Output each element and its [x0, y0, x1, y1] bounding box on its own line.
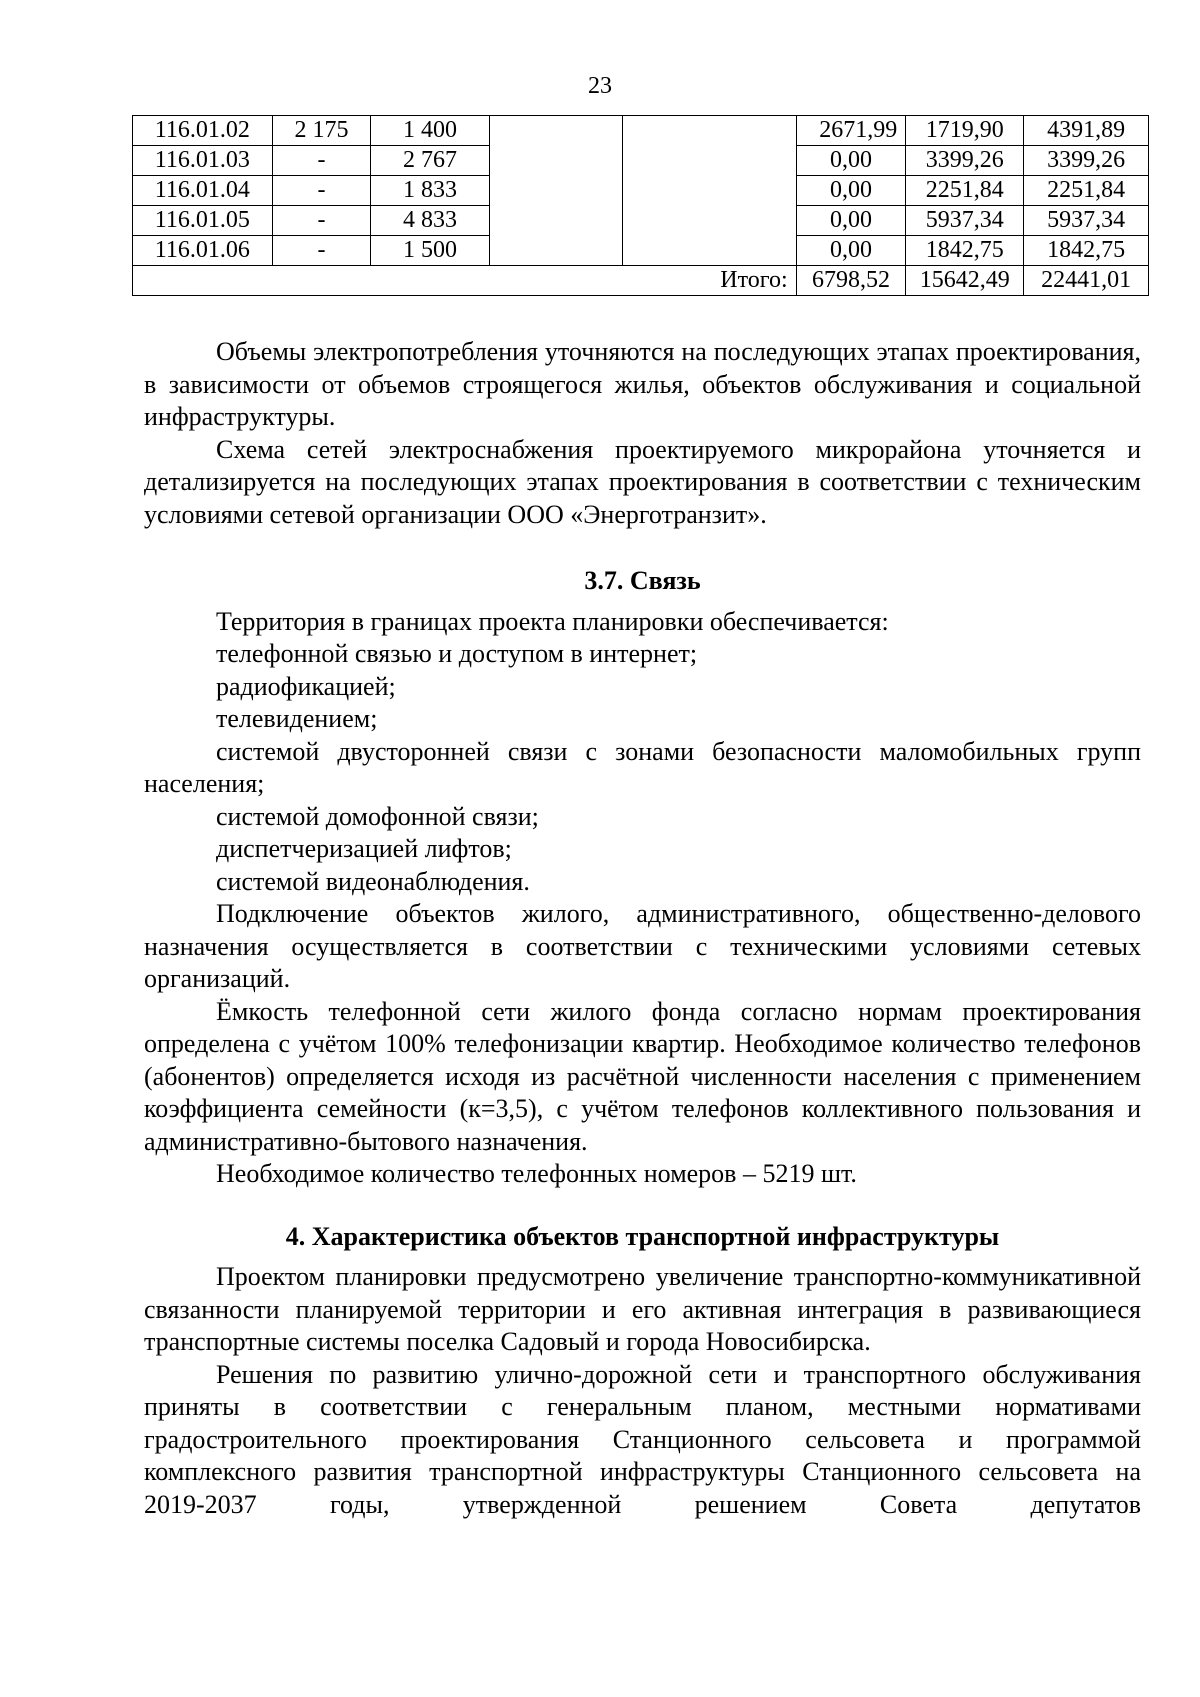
cell-energy-1: 0,00	[796, 146, 906, 176]
cell-empty	[489, 176, 622, 206]
table-row	[133, 176, 1149, 206]
cell-energy-total: 4391,89	[1024, 116, 1149, 146]
cell-value-2: 1 400	[371, 116, 489, 146]
cell-empty	[489, 116, 622, 146]
cell-empty	[622, 116, 796, 146]
cell-energy-1: 0,00	[796, 236, 906, 266]
cell-energy-total: 3399,26	[1024, 146, 1149, 176]
paragraph-phone-capacity: Ёмкость телефонной сети жилого фонда согласно нормам проектирования определена с учётом 100% телефонизации квартир. Необходимое количество телефонов (абонентов) определяется исходя из расчётной численности населения с применением коэффициента семейности (к=3,5), с учётом телефонов коллективного пользования и административно-бытового назначения.	[144, 996, 1141, 1156]
list-item: телевидением;	[216, 704, 378, 733]
list-item: радиофикацией;	[216, 671, 396, 701]
cell-empty	[489, 146, 622, 176]
cell-energy-2: 3399,26	[906, 146, 1024, 176]
cell-energy-total: 2251,84	[1024, 176, 1149, 206]
section-heading-communication: 3.7. Связь	[584, 566, 701, 595]
cell-energy-1: 2671,99	[796, 116, 906, 146]
list-item: системой двусторонней связи с зонами безопасности маломобильных групп населения;	[144, 736, 1141, 798]
cell-value-2: 1 500	[371, 236, 489, 266]
cell-value-2: 4 833	[371, 206, 489, 236]
cell-energy-1: 0,00	[796, 206, 906, 236]
cell-empty	[622, 146, 796, 176]
total-energy-1: 6798,52	[796, 266, 906, 296]
table-row	[133, 146, 1149, 176]
paragraph-transport-integration: Проектом планировки предусмотрено увеличение транспортно-коммуникативной связанности планируемой территории и его активная интеграция в развивающиеся транспортные системы поселка Садовый и города Новосибирска.	[144, 1262, 1141, 1356]
paragraph-communication-intro: Территория в границах проекта планировки обеспечивается:	[216, 606, 889, 636]
paragraph-consumption: Объемы электропотребления уточняются на последующих этапах проектирования, в зависимости от объемов строящегося жилья, объектов обслуживания и социальной инфраструктуры.	[144, 337, 1141, 431]
energy-table	[132, 115, 1149, 296]
list-item: телефонной связью и доступом в интернет;	[216, 639, 698, 668]
document-body	[144, 336, 1141, 1521]
total-energy-sum: 22441,01	[1024, 266, 1149, 296]
cell-value-1: -	[272, 176, 371, 206]
table-row	[133, 236, 1149, 266]
cell-energy-2: 1719,90	[906, 116, 1024, 146]
paragraph-connection: Подключение объектов жилого, административного, общественно-делового назначения осуществляется в соответствии с техническими условиями сетевых организаций.	[144, 899, 1141, 993]
list-item: системой домофонной связи;	[216, 801, 539, 831]
table-row	[133, 116, 1149, 146]
cell-value-1: -	[272, 206, 371, 236]
cell-energy-2: 1842,75	[906, 236, 1024, 266]
cell-empty	[622, 176, 796, 206]
cell-value-1: 2 175	[272, 116, 371, 146]
table-total-row	[133, 266, 1149, 296]
cell-value-1: -	[272, 146, 371, 176]
paragraph-phone-numbers: Необходимое количество телефонных номеров – 5219 шт.	[216, 1159, 857, 1188]
cell-empty	[489, 206, 622, 236]
cell-empty	[489, 236, 622, 266]
page-number: 23	[588, 73, 612, 99]
cell-energy-1: 0,00	[796, 176, 906, 206]
paragraph-transport-decisions: Решения по развитию улично-дорожной сети и транспортного обслуживания приняты в соответствии с генеральным планом, местными нормативами градостроительного проектирования Станционного сельсовета и программой комплексного развития транспортной инфраструктуры Станционного сельсовета на 2019-2037 годы, утвержденной решением Совета депутатов	[144, 1359, 1141, 1519]
cell-code: 116.01.06	[133, 236, 273, 266]
cell-empty	[622, 236, 796, 266]
cell-value-2: 2 767	[371, 146, 489, 176]
total-energy-2: 15642,49	[906, 266, 1024, 296]
cell-energy-total: 5937,34	[1024, 206, 1149, 236]
cell-code: 116.01.04	[133, 176, 273, 206]
cell-energy-total: 1842,75	[1024, 236, 1149, 266]
list-item: системой видеонаблюдения.	[216, 866, 530, 896]
cell-code: 116.01.03	[133, 146, 273, 176]
cell-value-2: 1 833	[371, 176, 489, 206]
cell-code: 116.01.05	[133, 206, 273, 236]
cell-value-1: -	[272, 236, 371, 266]
cell-empty	[622, 206, 796, 236]
cell-energy-2: 5937,34	[906, 206, 1024, 236]
table-row	[133, 206, 1149, 236]
list-item: диспетчеризацией лифтов;	[216, 834, 512, 863]
paragraph-power-scheme: Схема сетей электроснабжения проектируемого микрорайона уточняется и детализируется на последующих этапах проектирования в соответствии с техническим условиями сетевой организации ООО «Энерготранзит».	[144, 434, 1141, 529]
total-label: Итого:	[133, 266, 797, 296]
cell-energy-2: 2251,84	[906, 176, 1024, 206]
chapter-heading-transport: 4. Характеристика объектов транспортной инфраструктуры	[285, 1221, 1000, 1251]
cell-code: 116.01.02	[133, 116, 273, 146]
